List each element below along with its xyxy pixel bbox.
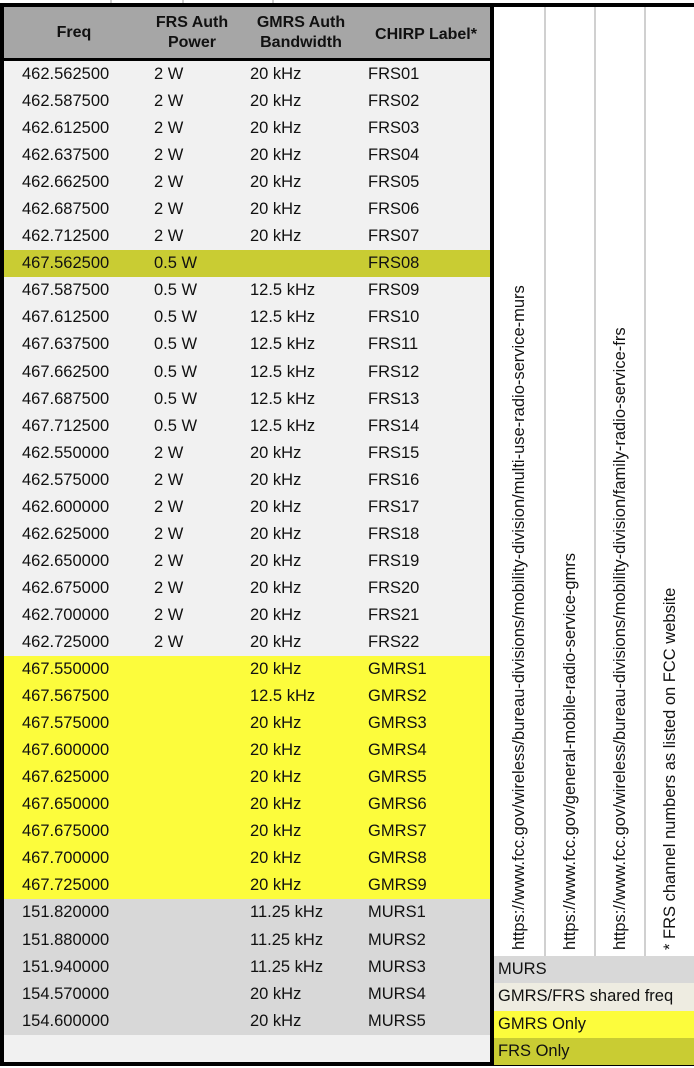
table-row[interactable] [4,1008,490,1035]
freq-cell[interactable]: 462.612500 [22,119,110,138]
label-cell[interactable]: MURS5 [368,1011,426,1030]
bandwidth-cell[interactable]: 20 kHz [250,497,302,516]
freq-cell[interactable]: 467.687500 [22,389,110,408]
legend-item-murs: MURS [494,956,694,983]
power-cell[interactable]: 2 W [154,578,184,597]
bandwidth-cell[interactable]: 20 kHz [250,119,302,138]
bandwidth-cell[interactable]: 12.5 kHz [250,687,316,706]
bandwidth-cell[interactable]: 20 kHz [250,92,302,111]
label-cell[interactable]: FRS11 [368,335,419,354]
table-row[interactable] [4,223,490,250]
label-cell[interactable]: GMRS7 [368,822,427,841]
freq-cell[interactable]: 462.625000 [22,524,110,543]
label-cell[interactable]: FRS06 [368,200,420,219]
table-body [4,61,490,1035]
freq-cell[interactable]: 462.650000 [22,551,110,570]
header-gmrs-auth-bandwidth[interactable]: GMRS Auth Bandwidth [256,13,346,51]
bandwidth-cell[interactable]: 20 kHz [250,65,302,83]
label-cell[interactable]: GMRS8 [368,849,427,868]
freq-cell[interactable]: 467.562500 [22,254,110,273]
label-cell[interactable]: FRS07 [368,227,420,246]
table-row[interactable] [4,521,490,548]
footnote: * FRS channel numbers as listed on FCC website [661,587,679,950]
bandwidth-cell[interactable]: 12.5 kHz [250,362,316,381]
bandwidth-cell[interactable]: 20 kHz [250,1011,302,1030]
table-row[interactable] [4,629,490,656]
freq-cell[interactable]: 467.567500 [22,687,110,706]
bandwidth-cell[interactable]: 20 kHz [250,173,302,192]
bandwidth-cell[interactable]: 11.25 kHz [250,930,324,949]
freq-cell[interactable]: 462.637500 [22,146,110,165]
freq-cell[interactable]: 462.662500 [22,173,110,192]
freq-cell[interactable]: 467.587500 [22,281,110,300]
bandwidth-cell[interactable]: 20 kHz [250,741,302,760]
frs-link[interactable]: https://www.fcc.gov/wireless/bureau-divisions/mobility-division/family-radio-service-frs [611,327,629,950]
bandwidth-cell[interactable]: 12.5 kHz [250,308,316,327]
bandwidth-cell[interactable]: 11.25 kHz [250,903,324,922]
bandwidth-cell[interactable]: 20 kHz [250,578,302,597]
bandwidth-cell[interactable]: 12.5 kHz [250,416,316,435]
table-row[interactable] [4,683,490,710]
bandwidth-cell[interactable]: 20 kHz [250,146,302,165]
label-cell[interactable]: GMRS4 [368,741,427,760]
label-cell[interactable]: FRS02 [368,92,420,111]
bandwidth-cell[interactable]: 20 kHz [250,524,302,543]
label-cell[interactable]: FRS03 [368,119,420,138]
header-chirp-label[interactable]: CHIRP Label* [375,25,477,43]
label-cell[interactable]: FRS12 [368,362,420,381]
freq-cell[interactable]: 467.700000 [22,849,110,868]
legend-item-gmrs: GMRS Only [494,1011,694,1038]
table-row[interactable] [4,764,490,791]
table-row[interactable] [4,981,490,1008]
freq-cell[interactable]: 467.662500 [22,362,110,381]
label-cell[interactable]: MURS1 [368,903,426,922]
table-row[interactable] [4,413,490,440]
freq-cell[interactable]: 462.587500 [22,92,110,111]
bandwidth-cell[interactable]: 20 kHz [250,605,302,624]
power-cell[interactable]: 2 W [154,524,184,543]
murs-link[interactable]: https://www.fcc.gov/wireless/bureau-divisions/mobility-division/multi-use-radio-service-murs [510,285,528,950]
label-cell[interactable]: FRS04 [368,146,420,165]
power-cell[interactable]: 2 W [154,92,184,111]
power-cell[interactable]: 0.5 W [154,389,198,408]
table-row[interactable] [4,494,490,521]
header-freq[interactable]: Freq [56,23,92,41]
label-cell[interactable]: FRS21 [368,605,420,624]
label-cell[interactable]: FRS17 [368,497,420,516]
freq-cell[interactable]: 467.600000 [22,741,110,760]
freq-cell[interactable]: 467.712500 [22,416,110,435]
power-cell[interactable]: 2 W [154,173,184,192]
power-cell[interactable]: 2 W [154,551,184,570]
freq-cell[interactable]: 462.700000 [22,605,110,624]
table-row[interactable] [4,359,490,386]
power-cell[interactable]: 2 W [154,497,184,516]
gmrs-link[interactable]: https://www.fcc.gov/general-mobile-radio-service-gmrs [561,552,579,950]
legend-item-frs: FRS Only [494,1038,694,1065]
power-cell[interactable]: 2 W [154,200,184,219]
table-header [4,7,490,61]
freq-cell[interactable]: 462.712500 [22,227,110,246]
label-cell[interactable]: FRS19 [368,551,420,570]
table-row[interactable] [4,88,490,115]
label-cell[interactable]: FRS01 [368,65,420,83]
notes-panel [490,3,694,1066]
label-cell[interactable]: FRS16 [368,470,420,489]
label-cell[interactable]: FRS20 [368,578,420,597]
label-cell[interactable]: FRS15 [368,443,420,462]
freq-cell[interactable]: 462.600000 [22,497,110,516]
label-cell[interactable]: MURS4 [368,984,426,1003]
table-row[interactable] [4,575,490,602]
power-cell[interactable]: 0.5 W [154,281,198,300]
bandwidth-cell[interactable]: 11.25 kHz [250,957,324,976]
label-cell[interactable]: MURS3 [368,957,426,976]
channel-table [0,3,494,1066]
table-row[interactable] [4,845,490,872]
bandwidth-cell[interactable]: 20 kHz [250,200,302,219]
freq-cell[interactable]: 154.600000 [22,1011,110,1030]
bandwidth-cell[interactable]: 12.5 kHz [250,335,316,354]
bandwidth-cell[interactable]: 20 kHz [250,849,302,868]
freq-cell[interactable]: 154.570000 [22,984,110,1003]
bandwidth-cell[interactable]: 12.5 kHz [250,389,316,408]
freq-cell[interactable]: 467.625000 [22,768,110,787]
bandwidth-cell[interactable]: 20 kHz [250,876,302,895]
label-cell[interactable]: GMRS2 [368,687,427,706]
bandwidth-cell[interactable]: 20 kHz [250,443,302,462]
table-row[interactable] [4,954,490,981]
bandwidth-cell[interactable]: 20 kHz [250,551,302,570]
table-row[interactable] [4,61,490,88]
table-row[interactable] [4,250,490,277]
power-cell[interactable]: 0.5 W [154,416,198,435]
table-row[interactable] [4,602,490,629]
header-frs-auth-power[interactable]: FRS Auth Power [155,13,229,51]
bandwidth-cell[interactable]: 12.5 kHz [250,281,316,300]
table-row[interactable] [4,737,490,764]
freq-cell[interactable]: 151.940000 [22,957,110,976]
label-cell[interactable]: FRS13 [368,389,420,408]
murs-link-cell[interactable] [494,7,546,956]
freq-cell[interactable]: 462.562500 [22,65,110,83]
power-cell[interactable]: 0.5 W [154,362,198,381]
table-row[interactable] [4,196,490,223]
color-legend [494,956,694,1065]
bandwidth-cell[interactable]: 20 kHz [250,795,302,814]
bandwidth-cell[interactable]: 20 kHz [250,632,302,651]
table-row[interactable] [4,710,490,737]
freq-cell[interactable]: 467.725000 [22,876,110,895]
freq-cell[interactable]: 467.637500 [22,335,110,354]
label-cell[interactable]: FRS09 [368,281,420,300]
power-cell[interactable]: 0.5 W [154,254,198,273]
table-row[interactable] [4,899,490,926]
table-row[interactable] [4,440,490,467]
freq-cell[interactable]: 467.575000 [22,714,110,733]
bandwidth-cell[interactable]: 20 kHz [250,768,302,787]
freq-cell[interactable]: 462.550000 [22,443,110,462]
freq-cell[interactable]: 467.550000 [22,660,110,679]
freq-cell[interactable]: 467.650000 [22,795,110,814]
power-cell[interactable]: 2 W [154,65,184,83]
freq-cell[interactable]: 462.687500 [22,200,110,219]
freq-cell[interactable]: 462.575000 [22,470,110,489]
power-cell[interactable]: 0.5 W [154,335,198,354]
power-cell[interactable]: 2 W [154,443,184,462]
table-row[interactable] [4,927,490,954]
frs-link-cell[interactable] [596,7,646,956]
table-row[interactable] [4,818,490,845]
bandwidth-cell[interactable]: 20 kHz [250,470,302,489]
label-cell[interactable]: MURS2 [368,930,426,949]
power-cell[interactable]: 0.5 W [154,308,198,327]
table-row[interactable] [4,386,490,413]
power-cell[interactable]: 2 W [154,632,184,651]
freq-cell[interactable]: 151.820000 [22,903,110,922]
power-cell[interactable]: 2 W [154,227,184,246]
freq-cell[interactable]: 462.725000 [22,632,110,651]
label-cell[interactable]: FRS22 [368,632,420,651]
bandwidth-cell[interactable]: 20 kHz [250,227,302,246]
freq-cell[interactable]: 467.612500 [22,308,110,327]
legend-item-shared: GMRS/FRS shared freq [494,983,694,1010]
label-cell[interactable]: FRS05 [368,173,420,192]
table-row[interactable] [4,656,490,683]
label-cell[interactable]: FRS18 [368,524,420,543]
table-row[interactable] [4,115,490,142]
freq-cell[interactable]: 151.880000 [22,930,110,949]
footnote-cell [646,7,694,956]
table-row[interactable] [4,304,490,331]
table-row[interactable] [4,872,490,899]
table-row[interactable] [4,548,490,575]
freq-cell[interactable]: 467.675000 [22,822,110,841]
table-row[interactable] [4,142,490,169]
label-cell[interactable]: GMRS9 [368,876,427,895]
bandwidth-cell[interactable]: 20 kHz [250,660,302,679]
power-cell[interactable]: 2 W [154,119,184,138]
label-cell[interactable]: GMRS1 [368,660,427,679]
bandwidth-cell[interactable]: 20 kHz [250,984,302,1003]
label-cell[interactable]: GMRS6 [368,795,427,814]
label-cell[interactable]: FRS08 [368,254,420,273]
table-row[interactable] [4,169,490,196]
table-row[interactable] [4,277,490,304]
label-cell[interactable]: GMRS5 [368,768,427,787]
power-cell[interactable]: 2 W [154,146,184,165]
bandwidth-cell[interactable]: 20 kHz [250,714,302,733]
table-row[interactable] [4,791,490,818]
label-cell[interactable]: FRS14 [368,416,420,435]
power-cell[interactable]: 2 W [154,470,184,489]
freq-cell[interactable]: 462.675000 [22,578,110,597]
gmrs-link-cell[interactable] [546,7,596,956]
bandwidth-cell[interactable]: 20 kHz [250,822,302,841]
table-row[interactable] [4,331,490,358]
label-cell[interactable]: FRS10 [368,308,420,327]
power-cell[interactable]: 2 W [154,605,184,624]
table-row[interactable] [4,467,490,494]
label-cell[interactable]: GMRS3 [368,714,427,733]
